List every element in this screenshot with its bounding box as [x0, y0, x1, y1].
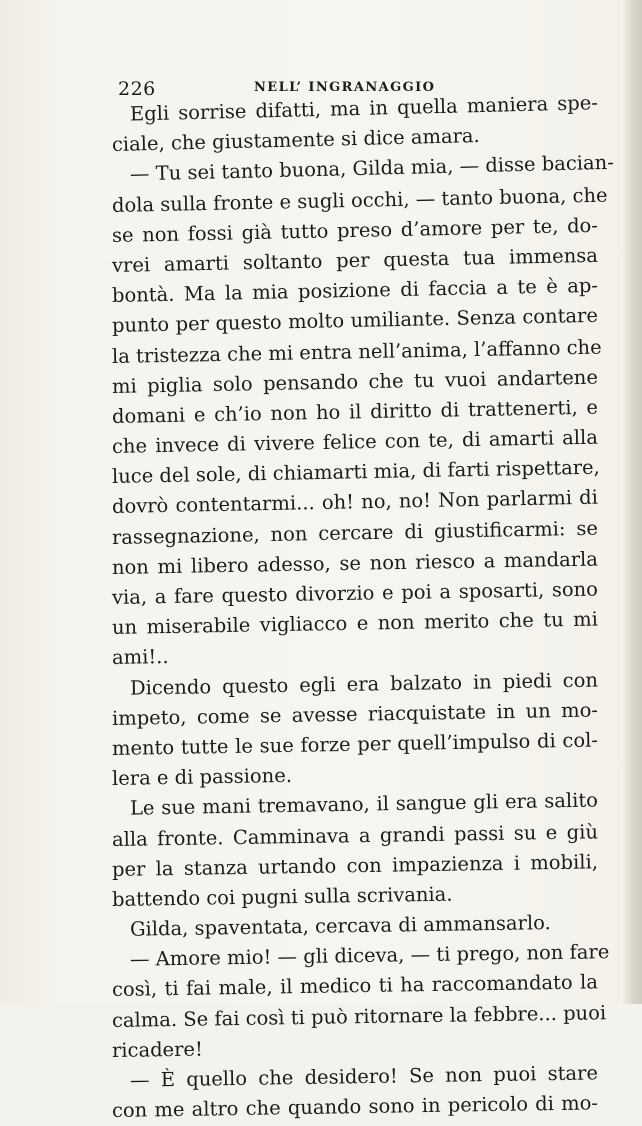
- text-line: — È quello che desidero! Se non puoi stare: [129, 1061, 599, 1092]
- text-line: per la stanza urtando con impazienza i mobili,: [111, 850, 599, 881]
- text-line: se non fossi già tutto preso d’amore per te, do-: [111, 213, 599, 247]
- text-line: — Tu sei tanto buona, Gilda mia, — disse bacian-: [129, 151, 615, 186]
- text-line: calma. Se fai così ti può ritornare la febbre... puoi: [111, 1000, 607, 1032]
- text-line: alla fronte. Camminava a grandi passi su e giù: [111, 819, 599, 851]
- text-line: Gilda, spaventata, cercava di ammansarlo.: [129, 911, 551, 941]
- text-line: con me altro che quando sono in pericolo di mo-: [111, 1091, 599, 1123]
- text-line: ami!..: [111, 645, 169, 670]
- text-line: bontà. Ma la mia posizione di faccia a te è ap-: [111, 273, 599, 308]
- text-line: mento tutte le sue forze per quell’impulso di col-: [111, 728, 599, 760]
- text-line: rassegnazione, non cercare di giustificarmi: se: [111, 516, 599, 549]
- text-line: che invece di vivere felice con te, di amarti alla: [111, 425, 599, 459]
- text-line: la tristezza che mi entra nell’anima, l’affanno che: [111, 335, 602, 368]
- body-text: [111, 91, 615, 1126]
- text-line: vrei amarti soltanto per questa tua immensa: [111, 243, 599, 277]
- text-line: punto per questo molto umiliante. Senza contare: [111, 304, 599, 338]
- text-line: Le sue mani tremavano, il sangue gli era salito: [129, 788, 599, 820]
- running-title: NELL’ INGRANAGGIO: [254, 80, 436, 95]
- text-line: battendo coi pugni sulla scrivania.: [111, 882, 453, 911]
- text-line: ciale, che giustamente si dice amara.: [111, 124, 480, 157]
- text-line: via, a fare questo divorzio e poi a sposarti, sono: [111, 577, 599, 609]
- text-line: mi piglia solo pensando che tu vuoi andartene: [111, 365, 599, 398]
- text-line: Egli sorrise difatti, ma in quella maniera spe-: [129, 91, 599, 126]
- text-line: Dicendo questo egli era balzato in piedi con: [129, 668, 599, 700]
- text-line: dovrò contentarmi... oh! no, no! Non parlarmi di: [111, 486, 599, 519]
- text-line: dola sulla fronte e sugli occhi, — tanto buona, che: [111, 183, 608, 217]
- page-edge-shadow: [622, 0, 642, 1004]
- text-line: — Amore mio! — gli diceva, — ti prego, non fare: [129, 940, 610, 971]
- text-line: ricadere!: [111, 1037, 203, 1062]
- text-line: così, ti fai male, il medico ti ha raccomandato la: [111, 970, 599, 1002]
- text-line: domani e ch’io non ho il diritto di trattenerti, e: [111, 395, 599, 428]
- text-line: luce del sole, di chiamarti mia, di farti rispettare,: [111, 455, 600, 489]
- text-line: lera e di passione.: [111, 763, 293, 791]
- text-line: impeto, come se avesse riacquistate in un mo-: [111, 698, 599, 730]
- text-line: un miserabile vigliacco e non merito che tu mi: [111, 607, 599, 640]
- page-number: 226: [118, 78, 156, 100]
- text-line: non mi libero adesso, se non riesco a mandarla: [111, 547, 599, 579]
